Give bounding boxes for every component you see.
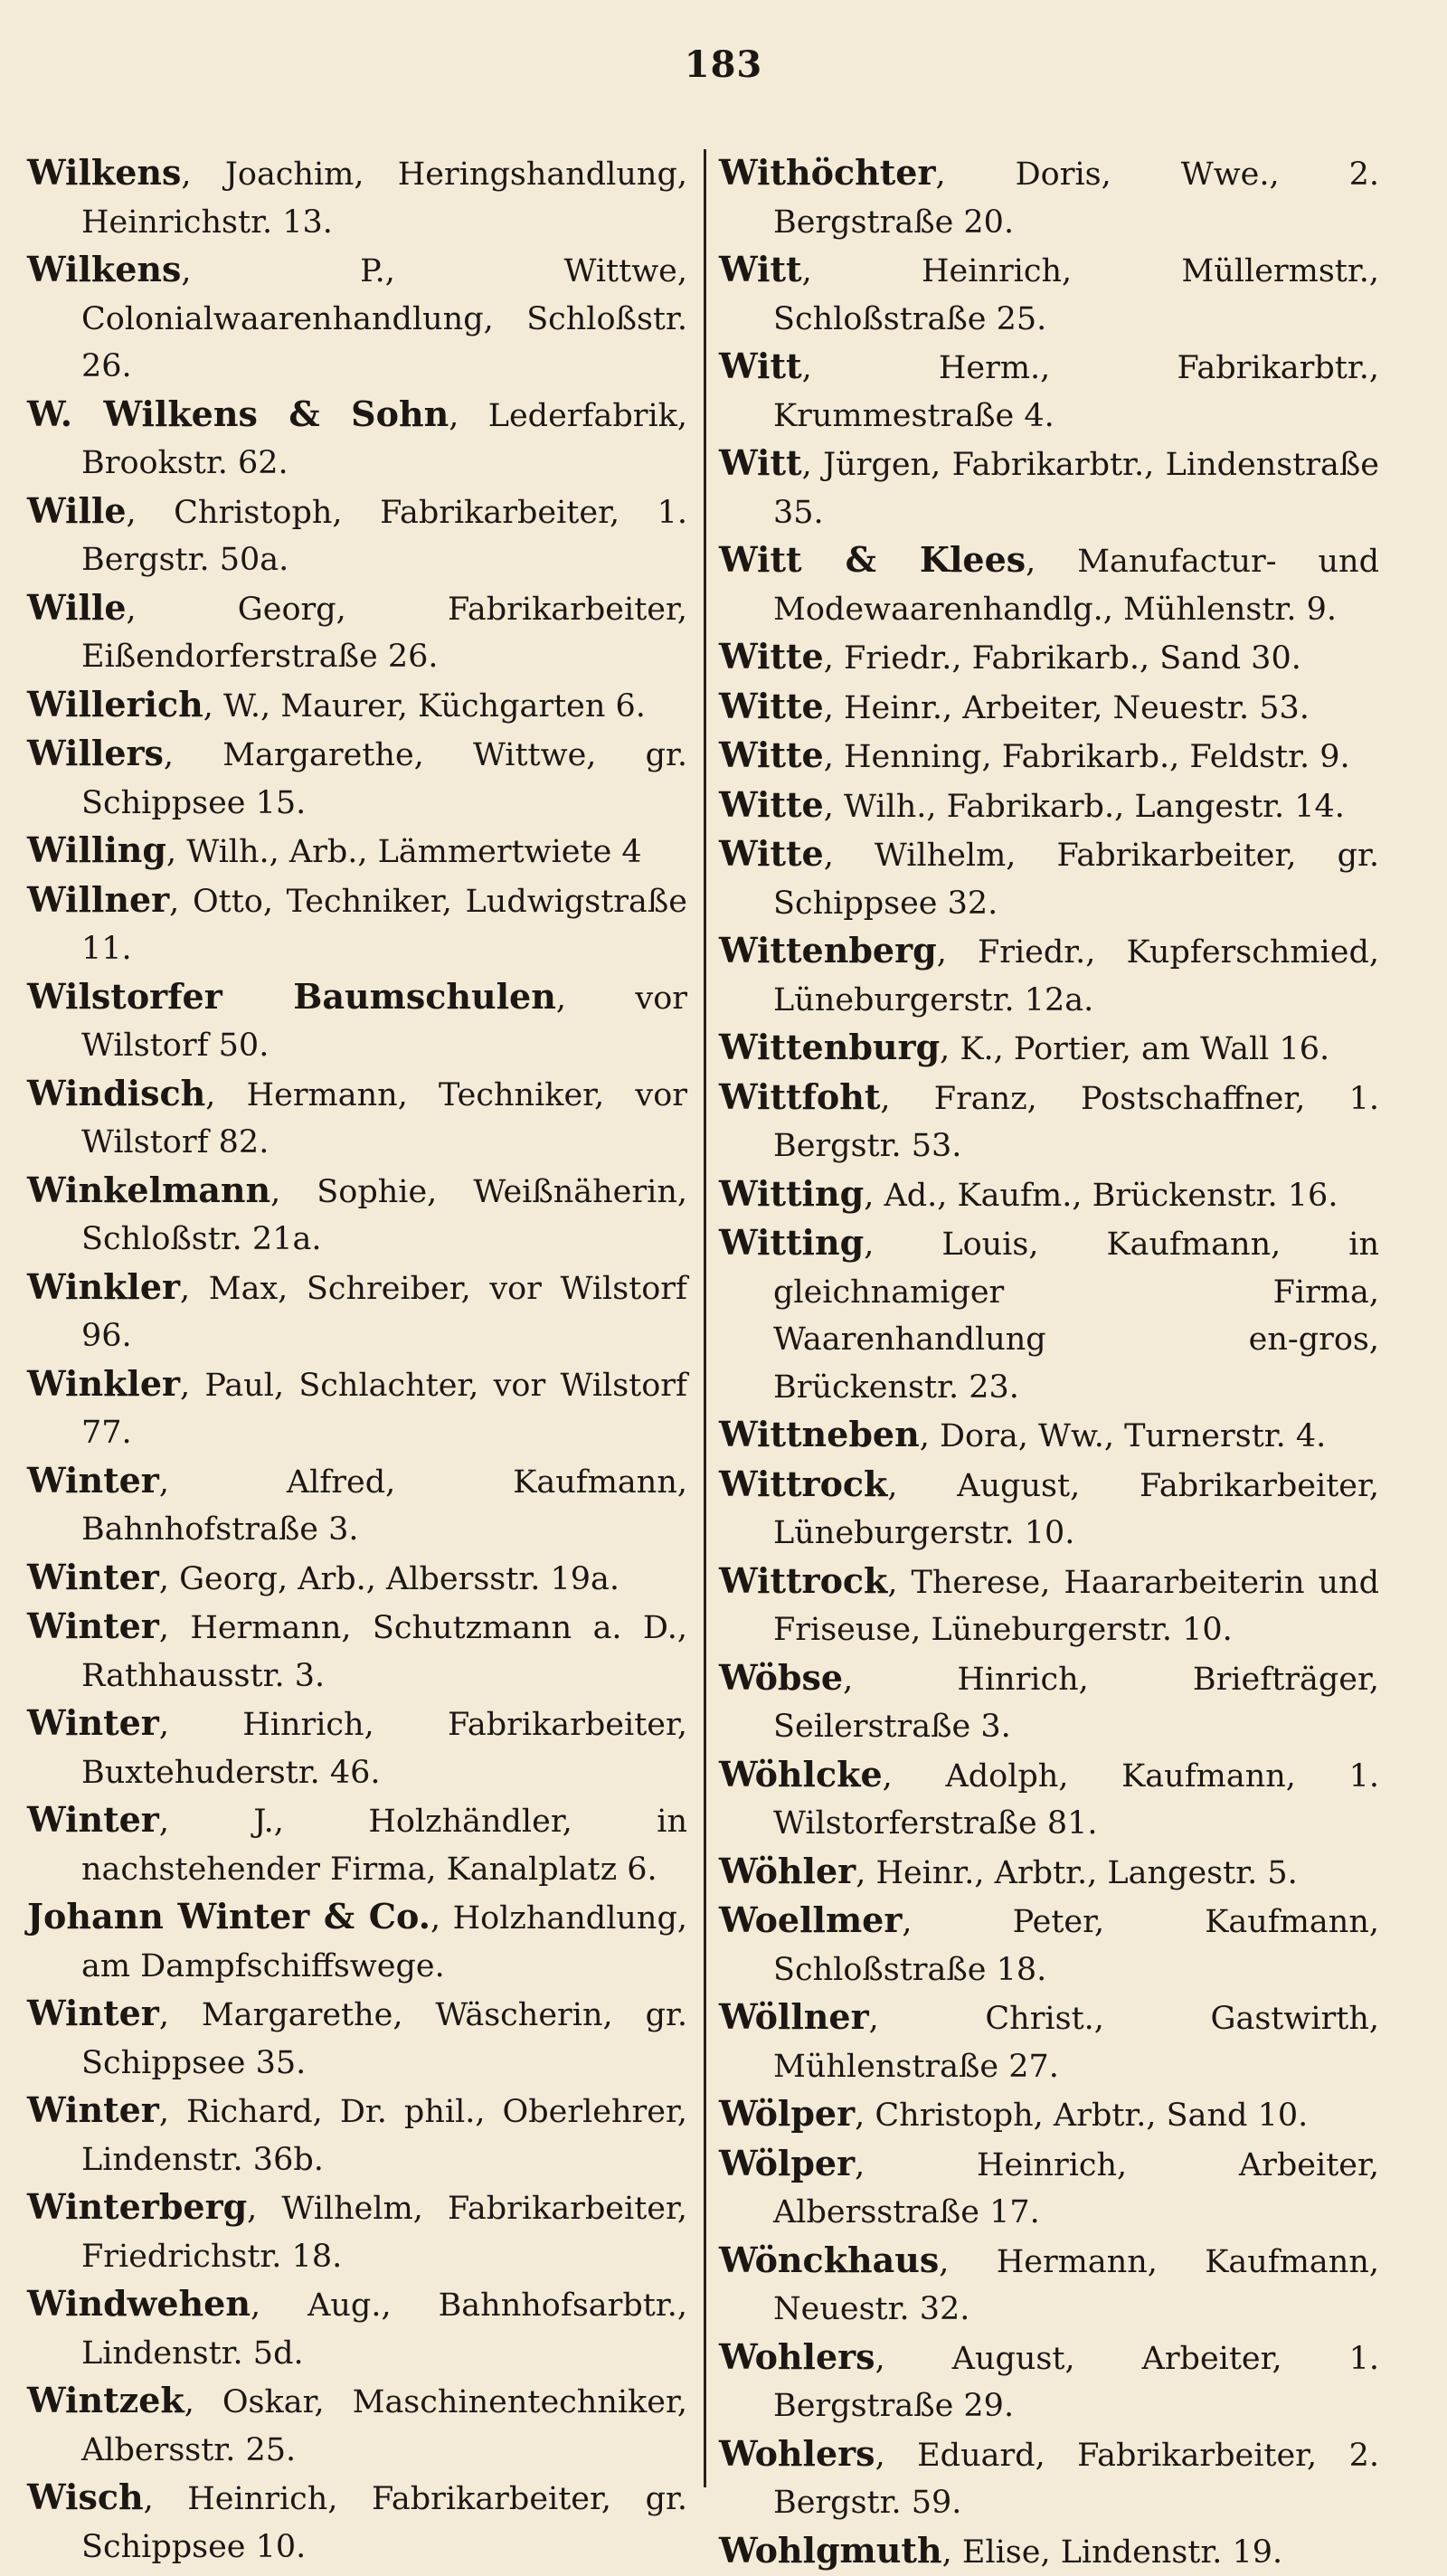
directory-entry (27, 1700, 687, 1796)
directory-entry (27, 1893, 687, 1990)
entry-name: Witte (719, 636, 824, 677)
entry-details: , Heinr., Arbeiter, Neuestr. 53. (824, 690, 1310, 726)
directory-entry (27, 149, 687, 246)
entry-details: , Georg, Fabrikarbeiter, Eißendorferstraße 26. (81, 592, 687, 676)
directory-entry (719, 1074, 1379, 1170)
entry-details: , Aug., Bahnhofsarbtr., Lindenstr. 5d. (81, 2287, 687, 2372)
entry-name: Winter (27, 2089, 159, 2130)
entry-name: Wöllner (719, 1996, 869, 2037)
directory-entry (719, 781, 1379, 831)
directory-entry (27, 2474, 687, 2571)
entry-details: , Heinrich, Fabrikarbeiter, gr. Schippsee 10. (81, 2481, 687, 2565)
directory-entry (719, 343, 1379, 440)
directory-entry (719, 1654, 1379, 1751)
left-column (27, 149, 687, 2571)
entry-details: , Heinr., Arbtr., Langestr. 5. (856, 1855, 1298, 1891)
entry-name: Witte (719, 686, 824, 726)
entry-details: , Manufactur- und Modewaarenhandlg., Mühlenstr. 9. (773, 544, 1379, 628)
entry-name: Woellmer (719, 1899, 902, 1940)
entry-name: Willner (27, 879, 169, 920)
entry-name: Wilkens (27, 249, 181, 289)
directory-entry (27, 1360, 687, 1457)
entry-name: Winkelmann (27, 1170, 270, 1210)
directory-entry (27, 2183, 687, 2280)
entry-name: Wöhler (719, 1851, 856, 1891)
entry-name: Witting (719, 1173, 864, 1214)
entry-name: Wöhlcke (719, 1754, 883, 1795)
entry-name: Winter (27, 1460, 159, 1501)
directory-entry (719, 633, 1379, 683)
entry-details: , Friedr., Kupferschmied, Lüneburgerstr. 12a. (773, 934, 1379, 1018)
entry-name: Wittneben (719, 1414, 920, 1454)
directory-entry (719, 1751, 1379, 1848)
directory-entry (27, 827, 687, 876)
entry-details: , Christ., Gastwirth, Mühlenstraße 27. (773, 2001, 1379, 2085)
directory-entry (27, 2087, 687, 2183)
directory-entry (27, 1554, 687, 1604)
entry-details: , Hermann, Techniker, vor Wilstorf 82. (81, 1077, 687, 1161)
directory-entry (27, 584, 687, 681)
entry-name: Winter (27, 1557, 159, 1597)
right-column (719, 149, 1379, 2576)
entry-name: Wönckhaus (719, 2240, 939, 2280)
entry-details: , Wilh., Arb., Lämmertwiete 4 (166, 834, 642, 870)
entry-details: , Wilhelm, Fabrikarbeiter, gr. Schippsee 32. (773, 838, 1379, 922)
directory-entry (719, 1024, 1379, 1074)
entry-name: Wohlgmuth (719, 2530, 942, 2571)
entry-details: , J., Holzhändler, in nachstehender Firma, Kanalplatz 6. (81, 1804, 687, 1888)
directory-entry (27, 1264, 687, 1360)
directory-entry (27, 1070, 687, 1167)
column-divider (704, 149, 706, 2487)
entry-details: , Otto, Techniker, Ludwigstraße 11. (81, 884, 687, 968)
directory-entry (719, 2237, 1379, 2334)
entry-name: Wille (27, 490, 127, 531)
directory-entry (719, 830, 1379, 927)
entry-details: , Hermann, Schutzmann a. D., Rathhausstr. 3. (81, 1610, 687, 1694)
entry-name: Winter (27, 1605, 159, 1646)
directory-entry (719, 1461, 1379, 1558)
entry-details: , Hermann, Kaufmann, Neuestr. 32. (773, 2244, 1379, 2328)
entry-name: Witte (719, 784, 824, 825)
entry-name: Wölper (719, 2093, 855, 2134)
entry-details: , Wilhelm, Fabrikarbeiter, Friedrichstr. 18. (81, 2191, 687, 2275)
entry-details: , Lederfabrik, Brookstr. 62. (81, 398, 687, 482)
entry-name: Withöchter (719, 152, 936, 193)
entry-name: Winkler (27, 1363, 180, 1404)
directory-entry (719, 2090, 1379, 2140)
entry-name: Wohlers (719, 2336, 875, 2377)
entry-details: , Herm., Fabrikarbtr., Krummestraße 4. (773, 350, 1379, 434)
entry-details: , Holzhandlung, am Dampfschiffswege. (81, 1900, 687, 1984)
directory-entry (719, 732, 1379, 781)
directory-entry (719, 2334, 1379, 2430)
entry-name: Wittrock (719, 1463, 887, 1504)
directory-entry (719, 2527, 1379, 2576)
entry-details: , Margarethe, Wittwe, gr. Schippsee 15. (81, 737, 687, 821)
entry-name: Wilkens (27, 152, 181, 193)
directory-entry (719, 1994, 1379, 2090)
entry-details: , Paul, Schlachter, vor Wilstorf 77. (81, 1368, 687, 1452)
entry-details: , Christoph, Arbtr., Sand 10. (855, 2098, 1308, 2134)
directory-entry (719, 1170, 1379, 1220)
directory-entry (27, 1603, 687, 1700)
directory-entry (27, 876, 687, 973)
directory-entry (719, 246, 1379, 343)
directory-entry (27, 2280, 687, 2377)
entry-name: Witting (719, 1222, 864, 1263)
entry-name: Willers (27, 733, 164, 773)
entry-details: , Richard, Dr. phil., Oberlehrer, Lindenstr. 36b. (81, 2094, 687, 2178)
directory-entry (27, 1796, 687, 1893)
entry-name: Winter (27, 1799, 159, 1840)
directory-entry (719, 683, 1379, 733)
directory-entry (719, 1219, 1379, 1411)
entry-name: Wölper (719, 2143, 855, 2183)
entry-details: , Heinrich, Arbeiter, Albersstraße 17. (773, 2147, 1379, 2231)
entry-details: , P., Wittwe, Colonialwaarenhandlung, Schloßstr. 26. (81, 253, 687, 384)
entry-details: , Ad., Kaufm., Brückenstr. 16. (864, 1178, 1338, 1214)
entry-name: Witte (719, 734, 824, 775)
directory-entry (719, 2430, 1379, 2527)
directory-entry (719, 1558, 1379, 1654)
entry-details: , Jürgen, Fabrikarbtr., Lindenstraße 35. (773, 447, 1379, 531)
entry-details: , Hinrich, Fabrikarbeiter, Buxtehuderstr. 46. (81, 1707, 687, 1791)
entry-details: , Georg, Arb., Albersstr. 19a. (159, 1561, 619, 1597)
directory-entry (27, 730, 687, 827)
entry-details: , Alfred, Kaufmann, Bahnhofstraße 3. (81, 1464, 687, 1548)
entry-name: Willing (27, 829, 166, 870)
entry-details: , Dora, Ww., Turnerstr. 4. (920, 1418, 1327, 1454)
directory-entry (719, 2140, 1379, 2237)
directory-columns (27, 149, 1420, 2501)
entry-details: , Doris, Wwe., 2. Bergstraße 20. (773, 156, 1379, 241)
entry-details: , Margarethe, Wäscherin, gr. Schippsee 35. (81, 1997, 687, 2081)
directory-entry (27, 2377, 687, 2474)
entry-details: , Therese, Haararbeiterin und Friseuse, Lüneburgerstr. 10. (773, 1565, 1379, 1649)
entry-details: , Christoph, Fabrikarbeiter, 1. Bergstr. 50a. (81, 495, 687, 579)
entry-details: , Max, Schreiber, vor Wilstorf 96. (81, 1271, 687, 1355)
entry-name: Wohlers (719, 2433, 875, 2474)
entry-name: Witt & Klees (719, 539, 1026, 580)
entry-details: , Peter, Kaufmann, Schloßstraße 18. (773, 1904, 1379, 1988)
page-number: 183 (0, 43, 1447, 86)
entry-name: Wilstorfer Baumschulen (27, 976, 556, 1017)
directory-entry (27, 246, 687, 391)
directory-entry (719, 1411, 1379, 1461)
entry-name: Wöbse (719, 1657, 843, 1698)
entry-details: , Friedr., Fabrikarb., Sand 30. (824, 640, 1301, 677)
entry-name: Witte (719, 833, 824, 874)
entry-name: Winkler (27, 1266, 180, 1307)
entry-name: Wisch (27, 2477, 144, 2517)
entry-name: Wittenburg (719, 1027, 940, 1067)
entry-details: , August, Arbeiter, 1. Bergstraße 29. (773, 2341, 1379, 2425)
entry-name: Windwehen (27, 2283, 251, 2324)
directory-entry (719, 1897, 1379, 1994)
entry-name: Wintzek (27, 2380, 184, 2420)
entry-name: Wittfoht (719, 1076, 880, 1117)
entry-name: Winterberg (27, 2186, 247, 2227)
entry-details: , Franz, Postschaffner, 1. Bergstr. 53. (773, 1081, 1379, 1165)
directory-entry (719, 927, 1379, 1024)
entry-details: , Adolph, Kaufmann, 1. Wilstorferstraße 81. (773, 1758, 1379, 1842)
entry-name: Johann Winter & Co. (27, 1896, 430, 1937)
directory-entry (27, 1167, 687, 1264)
directory-entry (719, 440, 1379, 536)
entry-details: , Hinrich, Briefträger, Seilerstraße 3. (773, 1662, 1379, 1746)
directory-entry (27, 391, 687, 488)
entry-name: Wittenberg (719, 930, 937, 971)
directory-entry (27, 1457, 687, 1554)
entry-details: , Eduard, Fabrikarbeiter, 2. Bergstr. 59. (773, 2438, 1379, 2522)
entry-details: , K., Portier, am Wall 16. (940, 1031, 1329, 1067)
entry-details: , Sophie, Weißnäherin, Schloßstr. 21a. (81, 1174, 687, 1258)
directory-entry (27, 681, 687, 731)
entry-name: Winter (27, 1993, 159, 2033)
entry-details: , W., Maurer, Küchgarten 6. (203, 688, 646, 724)
entry-details: , Heinrich, Müllermstr., Schloßstraße 25. (773, 253, 1379, 337)
entry-details: , Oskar, Maschinentechniker, Albersstr. 25. (81, 2384, 687, 2468)
entry-details: , August, Fabrikarbeiter, Lüneburgerstr. 10. (773, 1468, 1379, 1552)
directory-entry (27, 973, 687, 1070)
directory-entry (27, 1990, 687, 2087)
entry-name: Willerich (27, 684, 203, 724)
entry-name: Wille (27, 587, 127, 628)
directory-entry (719, 1848, 1379, 1898)
entry-name: Winter (27, 1702, 159, 1743)
entry-details: , Henning, Fabrikarb., Feldstr. 9. (824, 739, 1350, 775)
entry-name: Witt (719, 442, 802, 483)
entry-details: , vor Wilstorf 50. (81, 980, 687, 1065)
entry-details: , Elise, Lindenstr. 19. (942, 2534, 1283, 2571)
directory-entry (719, 536, 1379, 633)
entry-details: , Joachim, Heringshandlung, Heinrichstr. 13. (81, 156, 687, 241)
entry-name: Witt (719, 249, 802, 289)
entry-name: Wittrock (719, 1560, 887, 1601)
entry-details: , Louis, Kaufmann, in gleichnamiger Firma, Waarenhandlung en-gros, Brückenstr. 23. (773, 1226, 1379, 1406)
entry-details: , Wilh., Fabrikarb., Langestr. 14. (824, 789, 1345, 825)
entry-name: Witt (719, 346, 802, 386)
directory-entry (719, 149, 1379, 246)
entry-name: Windisch (27, 1073, 205, 1113)
directory-entry (27, 488, 687, 584)
entry-name: W. Wilkens & Sohn (27, 393, 449, 434)
